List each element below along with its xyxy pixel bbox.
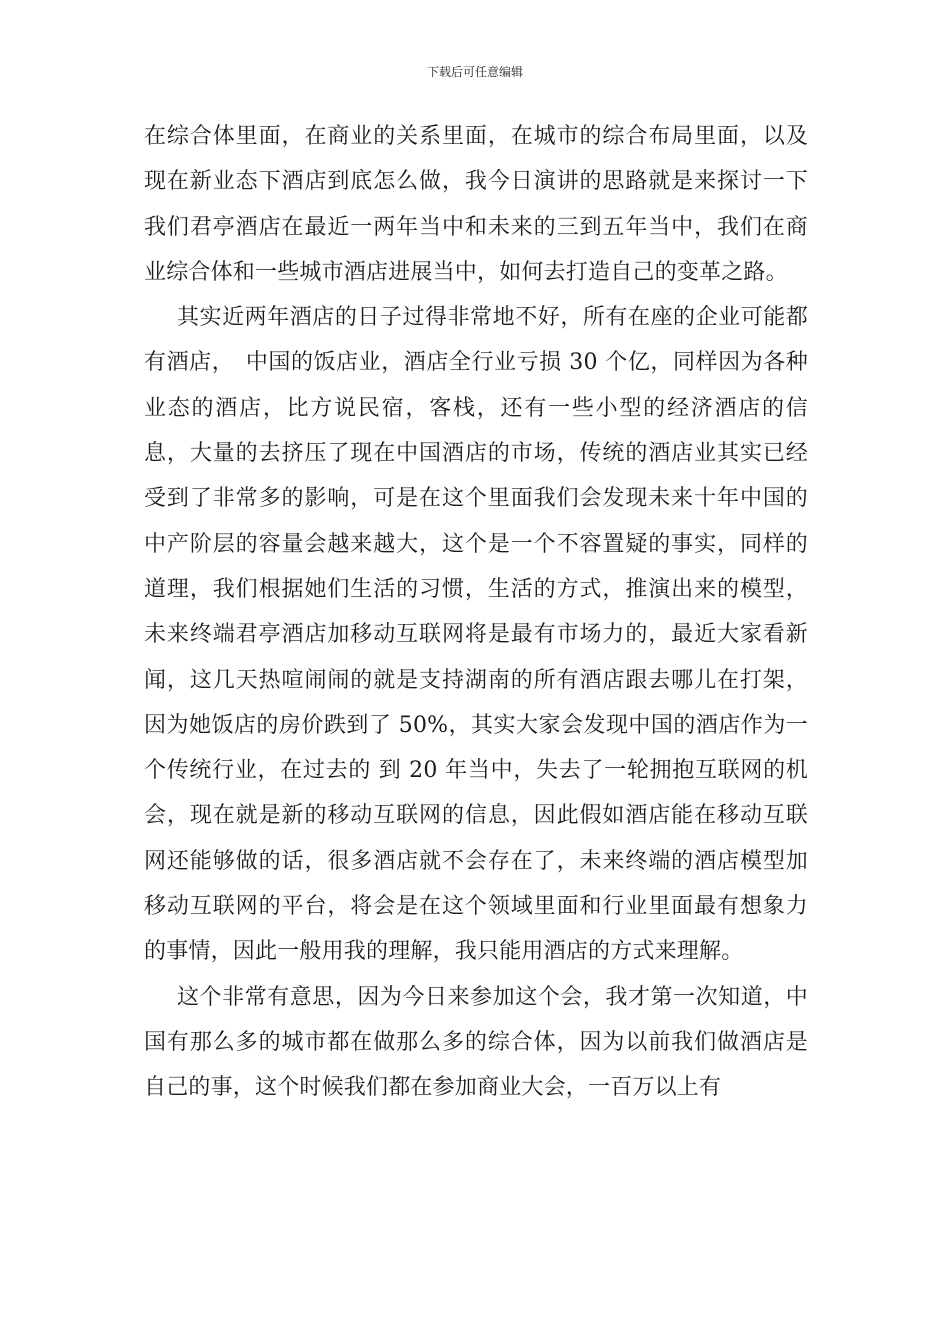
- paragraph-2: 其实近两年酒店的日子过得非常地不好，所有在座的企业可能都有酒店， 中国的饭店业，酒店全行业亏损 30 个亿，同样因为各种业态的酒店，比方说民宿，客栈，还有一些小型的经济酒店的信息，大量的去挤压了现在中国酒店的市场，传统的酒店业其实已经受到了非常多的影响，可是在这个里面我们会发现未来十年中国的中产阶层的容量会越来越大，这个是一个不容置疑的事实，同样的道理，我们根据她们生活的习惯，生活的方式，推演出来的模型，未来终端君亭酒店加移动互联网将是最有市场力的，最近大家看新闻，这几天热喧闹闹的就是支持湖南的所有酒店跟去哪儿在打架，因为她饭店的房价跌到了 50%，其实大家会发现中国的酒店作为一个传统行业，在过去的 到 20 年当中，失去了一轮拥抱互联网的机会，现在就是新的移动互联网的信息，因此假如酒店能在移动互联网还能够做的话，很多酒店就不会存在了，未来终端的酒店模型加移动互联网的平台，将会是在这个领域里面和行业里面最有想象力的事情，因此一般用我的理解，我只能用酒店的方式来理解。: [144, 305, 808, 965]
- paragraph-3: 这个非常有意思，因为今日来参加这个会，我才第一次知道，中国有那么多的城市都在做那么多的综合体，因为以前我们做酒店是自己的事，这个时候我们都在参加商业大会，一百万以上有: [144, 984, 808, 1101]
- document-body: [144, 114, 808, 1111]
- page-header-note: 下载后可任意编辑: [426, 65, 523, 79]
- paragraph-1: 在综合体里面，在商业的关系里面，在城市的综合布局里面，以及现在新业态下酒店到底怎么做，我今日演讲的思路就是来探讨一下我们君亭酒店在最近一两年当中和未来的三到五年当中，我们在商业综合体和一些城市酒店进展当中，如何去打造自己的变革之路。: [144, 124, 808, 285]
